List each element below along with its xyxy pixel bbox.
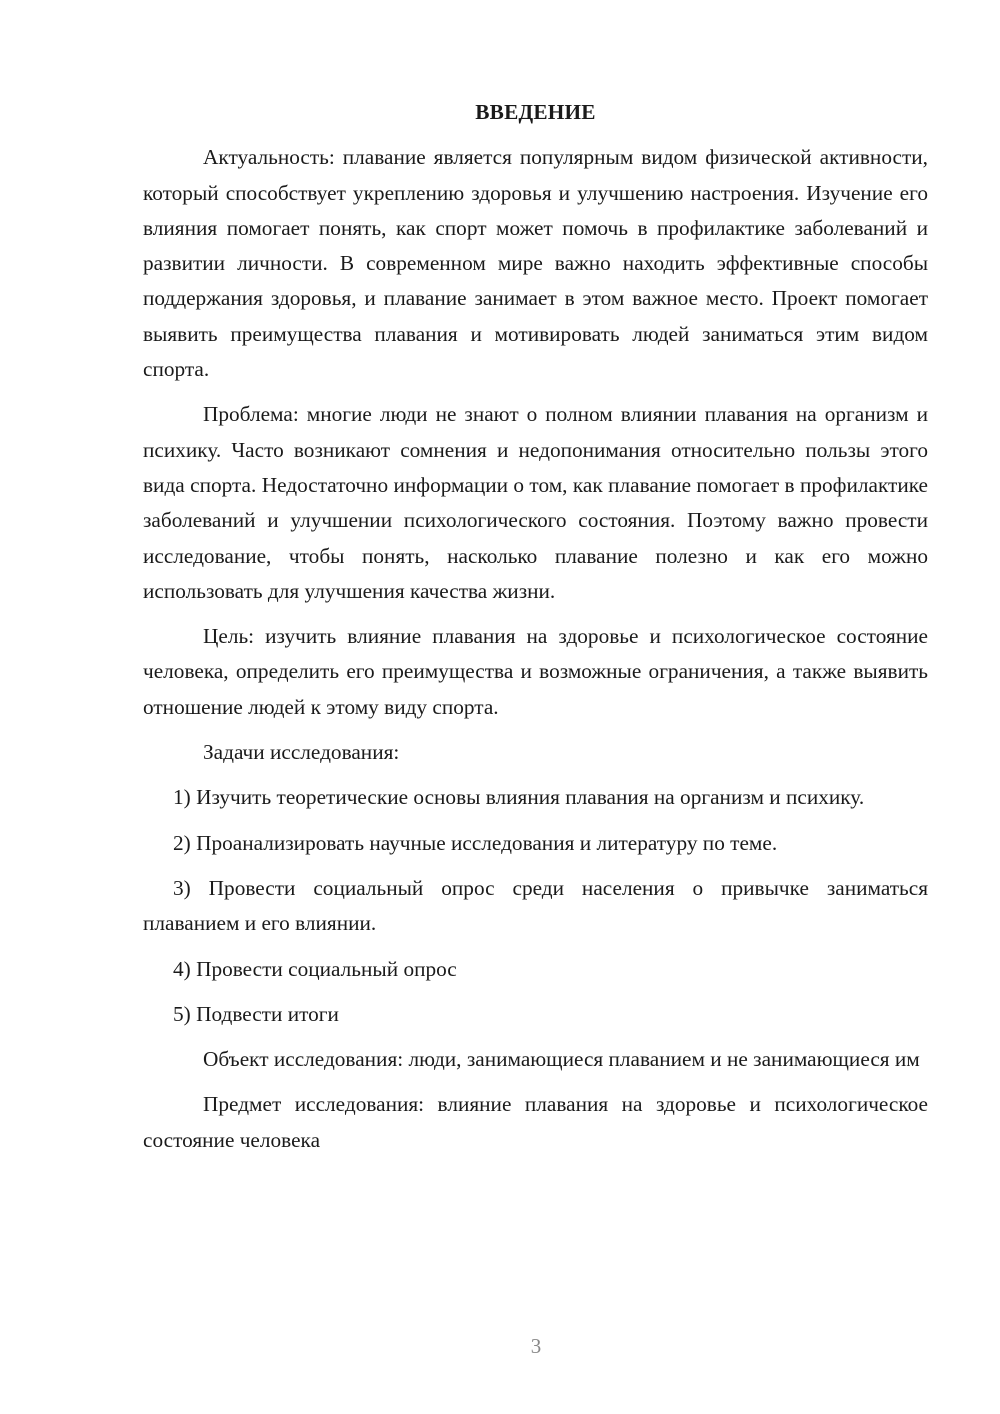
paragraph-relevance: Актуальность: плавание является популярным видом физической активности, который способствует укреплению здоровья и улучшению настроения. Изучение его влияния помогает понять, как спорт может помочь в профилактике заболеваний и развитии личности. В современном мире важно находить эффективные способы поддержания здоровья, и плавание занимает в этом важное место. Проект помогает выявить преимущества плавания и мотивировать людей заниматься этим видом спорта. <box>143 145 928 382</box>
task-item-3: 3) Провести социальный опрос среди населения о привычке заниматься плаванием и его влиянии. <box>143 875 928 936</box>
document-page <box>143 95 928 1168</box>
task-item-2: 2) Проанализировать научные исследования и литературу по теме. <box>173 830 778 855</box>
task-item-5: 5) Подвести итоги <box>173 1001 339 1026</box>
task-item-4: 4) Провести социальный опрос <box>173 956 457 981</box>
page-number: 3 <box>530 1334 542 1358</box>
document-title: ВВЕДЕНИЕ <box>475 100 596 124</box>
research-object: Объект исследования: люди, занимающиеся плаванием и не занимающиеся им <box>203 1047 920 1072</box>
research-subject: Предмет исследования: влияние плавания на здоровье и психологическое состояние человека <box>143 1092 928 1152</box>
task-item-1: 1) Изучить теоретические основы влияния плавания на организм и психику. <box>173 785 865 810</box>
paragraph-problem: Проблема: многие люди не знают о полном влиянии плавания на организм и психику. Часто возникают сомнения и недопонимания относительно пользы этого вида спорта. Недостаточно информации о том, как плавание помогает в профилактике заболеваний и улучшении психологического состояния. Поэтому важно провести исследование, чтобы понять, насколько плавание полезно и как его можно использовать для улучшения качества жизни. <box>143 402 928 603</box>
tasks-heading: Задачи исследования: <box>203 740 400 765</box>
paragraph-goal: Цель: изучить влияние плавания на здоровье и психологическое состояние человека, определить его преимущества и возможные ограничения, а также выявить отношение людей к этому виду спорта. <box>143 624 928 719</box>
